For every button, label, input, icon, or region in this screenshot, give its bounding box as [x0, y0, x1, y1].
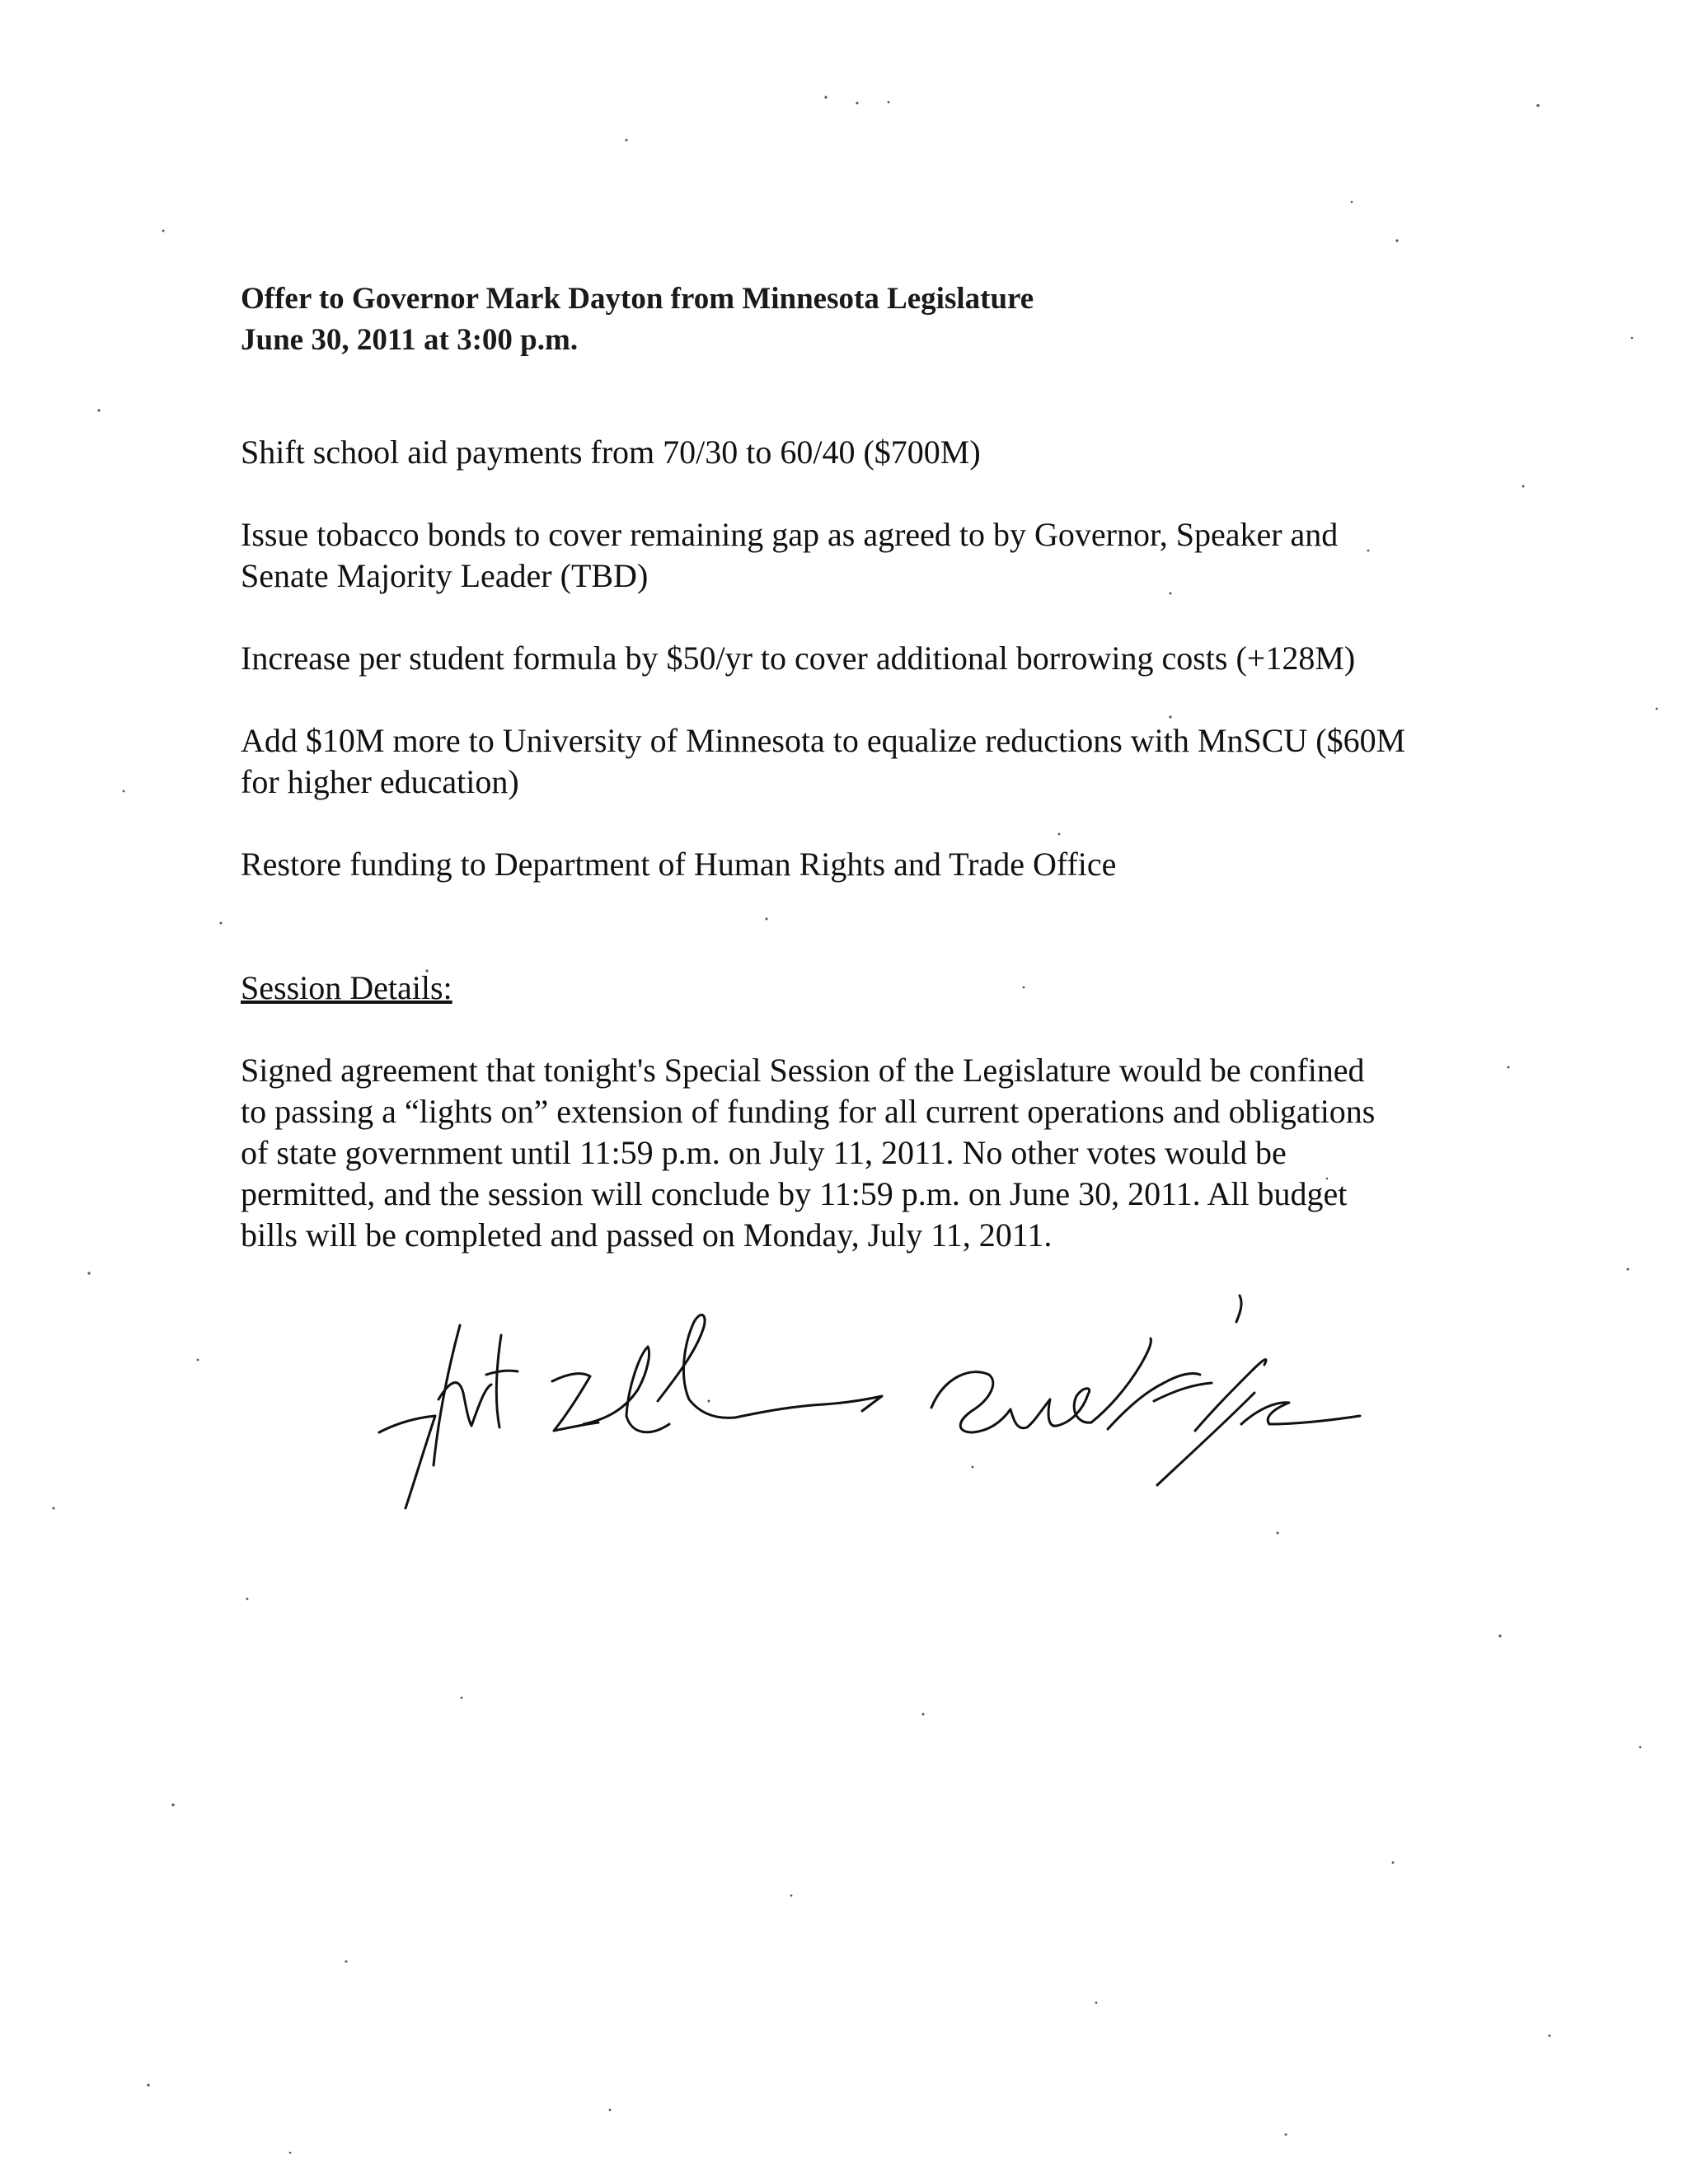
title-line-2: June 30, 2011 at 3:00 p.m. [241, 323, 579, 357]
signature-right [931, 1296, 1360, 1485]
document-body [241, 279, 1419, 1256]
title-line-1: Offer to Governor Mark Dayton from Minnesota Legislature [241, 282, 1034, 316]
signature-left [379, 1315, 882, 1508]
session-details-heading: Session Details: [241, 969, 452, 1006]
offer-items [241, 432, 1419, 885]
offer-item-school-aid: Shift school aid payments from 70/30 to 60/40 ($700M) [241, 434, 981, 471]
signatures [363, 1286, 1376, 1525]
offer-item-per-student-formula: Increase per student formula by $50/yr to cover additional borrowing costs (+128M) [241, 640, 1356, 677]
offer-item-restore-funding: Restore funding to Department of Human Rights and Trade Office [241, 846, 1117, 883]
offer-item-university-funding: Add $10M more to University of Minnesota to equalize reductions with MnSCU ($60M for higher education) [241, 722, 1406, 800]
session-details-text: Signed agreement that tonight's Special Session of the Legislature would be confined to passing a “lights on” extension of funding for all current operations and obligations of state government until 11:59 p.m. on July 11, 2011. No other votes would be permitted, and the session will conclude by 11:59 p.m. on June 30, 2011. All budget bills will be completed and passed on Monday, July 11, 2011. [241, 1052, 1376, 1254]
document-title [241, 279, 1419, 361]
offer-item-tobacco-bonds: Issue tobacco bonds to cover remaining gap as agreed to by Governor, Speaker and Senate Majority Leader (TBD) [241, 516, 1339, 594]
